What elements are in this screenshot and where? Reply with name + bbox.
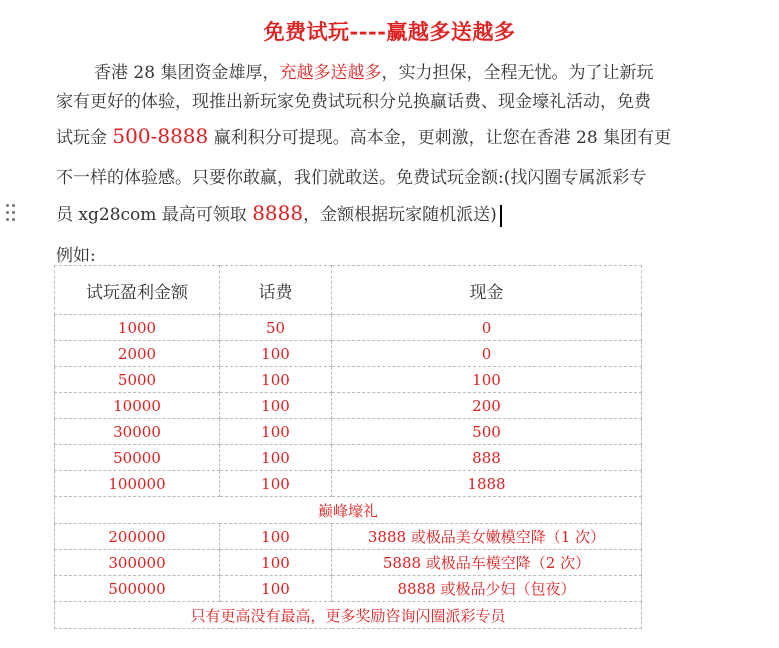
text-cursor [500,205,502,227]
table-row [55,393,642,419]
cash-cell: 888 [332,445,642,471]
reward-table [54,265,642,629]
table-row [55,445,642,471]
column-header-cash: 现金 [332,266,642,315]
phone-credit-cell: 50 [220,315,332,341]
phone-credit-cell: 100 [220,419,332,445]
phone-credit-cell: 100 [220,524,332,550]
intro-line-4 [56,163,756,188]
profit-cell: 1000 [55,315,220,341]
cash-cell: 0 [332,341,642,367]
cash-cell: 200 [332,393,642,419]
cash-cell: 0 [332,315,642,341]
column-header-phone-credit: 话费 [220,266,332,315]
phone-credit-cell: 100 [220,471,332,497]
highlight-text: 充越多送越多 [279,63,382,83]
profit-cell: 50000 [55,445,220,471]
phone-credit-cell: 100 [220,367,332,393]
profit-cell: 5000 [55,367,220,393]
cash-cell: 1888 [332,471,642,497]
intro-text: 香港 28 集团资金雄厚， [94,63,280,83]
phone-credit-cell: 100 [220,445,332,471]
table-header-row [55,266,642,315]
intro-text: 家有更好的体验，现推出新玩家免费试玩积分兑换赢话费、现金壕礼活动，免费 [56,92,651,112]
cash-cell: 500 [332,419,642,445]
table-row [55,550,642,576]
cash-cell: 3888 或极品美女嫩模空降（1 次） [332,524,642,550]
phone-credit-cell: 100 [220,550,332,576]
phone-credit-cell: 100 [220,341,332,367]
peak-gift-row [55,497,642,524]
intro-text: ，实力担保，全程无忧。为了让新玩 [381,63,654,83]
profit-cell: 300000 [55,550,220,576]
profit-cell: 500000 [55,576,220,602]
intro-line-2 [56,87,756,112]
phone-credit-cell: 100 [220,393,332,419]
intro-line-1 [56,58,756,83]
peak-gift-label: 巅峰壕礼 [55,497,642,524]
table-row [55,315,642,341]
profit-cell: 100000 [55,471,220,497]
intro-line-5[interactable] [56,200,756,227]
profit-cell: 2000 [55,341,220,367]
bonus-range: 500-8888 [112,124,209,148]
column-header-profit: 试玩盈利金额 [55,266,220,315]
intro-text: 试玩金 [56,128,113,148]
table-row [55,524,642,550]
intro-text: 赢利积分可提现。高本金，更刺激，让您在香港 28 集团有更 [208,128,672,148]
table-row [55,367,642,393]
drag-handle-icon[interactable] [5,203,17,223]
profit-cell: 200000 [55,524,220,550]
intro-text: 不一样的体验感。只要你敢赢，我们就敢送。免费试玩金额:(找闪圈专属派彩专 [56,168,647,188]
table-footer-note: 只有更高没有最高，更多奖励咨询闪圈派彩专员 [55,602,642,629]
max-bonus: 8888 [252,201,304,225]
page-title: 免费试玩----赢越多送越多 [263,19,516,44]
cash-cell: 100 [332,367,642,393]
cash-cell: 8888 或极品少妇（包夜） [332,576,642,602]
intro-text: ，金额根据玩家随机派送) [303,205,497,225]
phone-credit-cell: 100 [220,576,332,602]
profit-cell: 10000 [55,393,220,419]
table-row [55,419,642,445]
intro-text: 员 xg28com 最高可领取 [56,205,253,225]
table-row [55,341,642,367]
intro-line-3 [56,123,756,148]
example-label: 例如: [56,246,96,266]
table-row [55,576,642,602]
cash-cell: 5888 或极品车模空降（2 次） [332,550,642,576]
table-row [55,471,642,497]
table-footer-row [55,602,642,629]
profit-cell: 30000 [55,419,220,445]
